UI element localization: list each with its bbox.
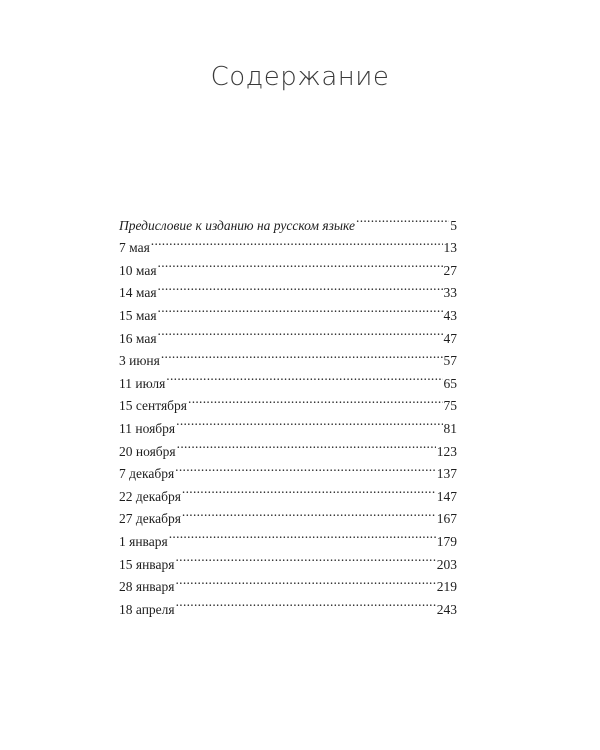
toc-leader-dots xyxy=(176,410,442,433)
toc-entry-page: 167 xyxy=(436,511,457,527)
toc-entry-page: 13 xyxy=(443,240,457,256)
toc-entry-page: 43 xyxy=(443,307,457,323)
toc-leader-dots xyxy=(175,456,436,479)
toc-entry-label: 15 января xyxy=(119,556,175,572)
toc-leader-dots xyxy=(188,388,442,411)
toc-leader-dots xyxy=(166,365,442,388)
toc-entry-page: 203 xyxy=(436,556,457,572)
toc-entry-label: 3 июня xyxy=(119,353,160,369)
toc-entry-page: 57 xyxy=(443,353,457,369)
toc-entry-page: 147 xyxy=(436,488,457,504)
toc-entry-label: Предисловие к изданию на русском языке xyxy=(119,217,356,233)
toc-leader-dots xyxy=(176,591,436,614)
toc-leader-dots xyxy=(175,546,435,569)
toc-leader-dots xyxy=(169,523,436,546)
toc-entry-label: 15 сентября xyxy=(119,398,188,414)
toc-entry-page: 81 xyxy=(443,420,457,436)
toc-entry-label: 11 ноября xyxy=(119,420,176,436)
toc-entry-page: 27 xyxy=(443,262,457,278)
toc-entry-label: 27 декабря xyxy=(119,511,181,527)
toc-entry-label: 10 мая xyxy=(119,262,157,278)
toc-entry xyxy=(119,343,457,369)
toc-entry-label: 20 ноября xyxy=(119,443,176,459)
toc-entry xyxy=(119,297,457,323)
toc-entry-label: 16 мая xyxy=(119,330,157,346)
toc-leader-dots xyxy=(182,478,436,501)
toc-entry-page: 243 xyxy=(436,601,457,617)
toc-entry-label: 7 мая xyxy=(119,240,150,256)
toc-leader-dots xyxy=(177,433,436,456)
table-of-contents xyxy=(119,207,457,617)
toc-entry xyxy=(119,252,457,278)
toc-entry-label: 28 января xyxy=(119,579,175,595)
toc-entry-page: 5 xyxy=(450,217,457,233)
toc-entry-page: 123 xyxy=(436,443,457,459)
toc-entry-page: 65 xyxy=(443,375,457,391)
toc-entry-label: 15 мая xyxy=(119,307,157,323)
toc-entry-label: 11 июля xyxy=(119,375,166,391)
page-title: Содержание xyxy=(210,62,390,92)
toc-entry xyxy=(119,388,457,414)
toc-entry xyxy=(119,523,457,549)
toc-entry xyxy=(119,365,457,391)
toc-leader-dots xyxy=(151,230,443,253)
toc-leader-dots xyxy=(158,252,443,275)
toc-leader-dots xyxy=(356,207,449,230)
toc-entry xyxy=(119,275,457,301)
toc-entry-page: 137 xyxy=(436,466,457,482)
toc-leader-dots xyxy=(161,343,443,366)
toc-leader-dots xyxy=(158,275,443,298)
toc-leader-dots xyxy=(175,569,435,592)
toc-entry xyxy=(119,207,457,233)
toc-leader-dots xyxy=(158,320,443,343)
toc-entry-page: 33 xyxy=(443,285,457,301)
toc-entry-label: 7 декабря xyxy=(119,466,175,482)
toc-entry-page: 179 xyxy=(436,533,457,549)
toc-entry-page: 219 xyxy=(436,579,457,595)
toc-entry xyxy=(119,230,457,256)
toc-entry xyxy=(119,546,457,572)
toc-entry-label: 22 декабря xyxy=(119,488,181,504)
toc-leader-dots xyxy=(158,297,443,320)
toc-entry xyxy=(119,320,457,346)
toc-entry-page: 75 xyxy=(443,398,457,414)
toc-entry-label: 18 апреля xyxy=(119,601,175,617)
toc-entry-label: 14 мая xyxy=(119,285,157,301)
toc-leader-dots xyxy=(182,501,436,524)
toc-entry-page: 47 xyxy=(443,330,457,346)
toc-entry-label: 1 января xyxy=(119,533,168,549)
